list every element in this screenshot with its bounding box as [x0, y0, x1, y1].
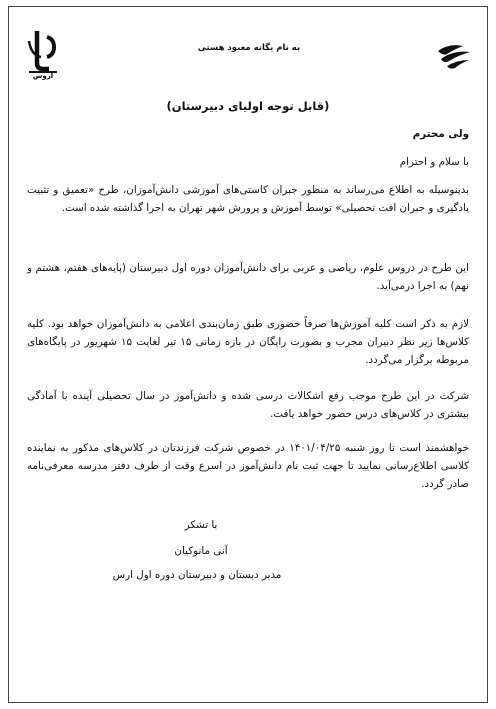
body-paragraph-3: لازم به ذکر است کلیه آموزش‌ها صرفاً حضوری طبق زمان‌بندی اعلامی به دانش‌آموزان خواهد بود. کلیه کلاس‌ها زیر نظر دبیران مجرب و بصورت رایگان در بازه زمانی ۱۵ تیر لغایت ۱۵ شهریور در پایگاه‌های مربوطه برگزار می‌گردد. [27, 318, 469, 366]
signer-title: مدیر دبستان و دبیرستان دوره اول ارس [112, 569, 282, 581]
greeting: با سلام و احترام [399, 156, 469, 168]
school-logo-label: اروس [32, 72, 54, 80]
closing: با تشکر [184, 519, 218, 531]
school-logo [23, 27, 63, 81]
body-paragraph-2: این طرح در دروس علوم، ریاضی و عربی برای دانش‌آموزان دوره اول دبیرستان (پایه‌های هفتم، هشتم و نهم) به اجرا درمی‌آید. [27, 262, 469, 292]
letter-page [8, 6, 488, 703]
signer-name: آنی مانوکیان [174, 545, 228, 557]
ministry-emblem-icon [435, 41, 473, 71]
salutation: ولی محترم [412, 128, 469, 140]
body-paragraph-4: شرکت در این طرح موجب رفع اشکالات درسی شده و دانش‌آموز در سال تحصیلی آینده با آمادگی بیشتری در کلاس‌های درس حضور خواهد یافت. [27, 390, 469, 420]
invocation-line: به نام یگانه معبود هستی [197, 43, 301, 53]
letter-subject: (قابل توجه اولیای دبیرستان) [166, 99, 330, 113]
body-paragraph-1: بدینوسیله به اطلاع می‌رساند به منظور جبران کاستی‌های آموزشی دانش‌آموزان، طرح «تعمیق و تثبیت یادگیری و جبران افت تحصیلی» توسط آموزش و پرورش شهر تهران به اجرا گذاشته شده است. [27, 184, 469, 214]
body-paragraph-5: خواهشمند است تا روز شنبه ۱۴۰۱/۰۴/۲۵ در خصوص شرکت فرزندتان در کلاس‌های مذکور به نماینده کلاسی اطلاع‌رسانی نمایید تا جهت ثبت نام دانش‌آموز در اسرع وقت از طرف دفتر مدرسه معرفی‌نامه صادر گردد. [27, 442, 469, 490]
ministry-logo [435, 41, 473, 71]
